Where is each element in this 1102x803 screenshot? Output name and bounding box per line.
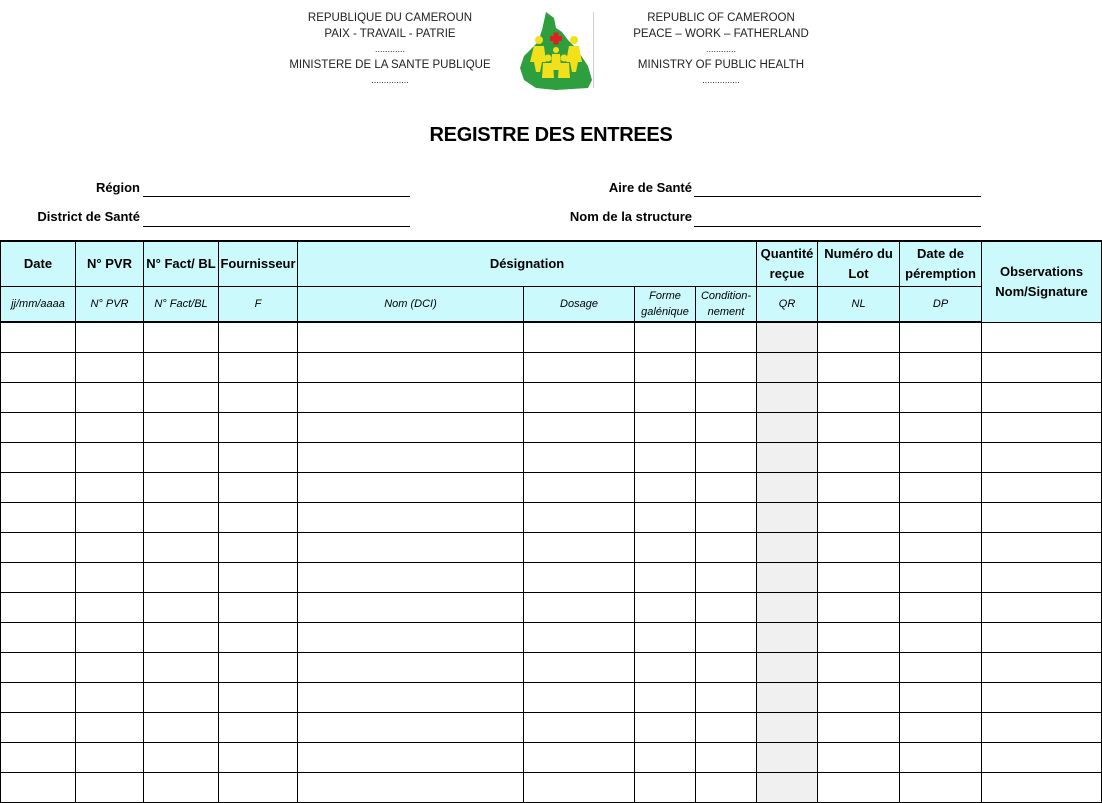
cell-peremption[interactable]: [900, 563, 982, 593]
cell-fournisseur[interactable]: [219, 353, 298, 383]
cell-forme[interactable]: [635, 413, 696, 443]
cell-conditionnement[interactable]: [696, 383, 757, 413]
table-body: [1, 322, 1102, 803]
cell-forme[interactable]: [635, 503, 696, 533]
header-divider: [593, 12, 594, 88]
cell-date[interactable]: [1, 683, 76, 713]
cell-conditionnement[interactable]: [696, 743, 757, 773]
cell-conditionnement[interactable]: [696, 653, 757, 683]
cell-lot[interactable]: [818, 533, 900, 563]
cell-pvr[interactable]: [76, 743, 144, 773]
cell-observations[interactable]: [982, 353, 1102, 383]
cell-peremption[interactable]: [900, 503, 982, 533]
separator-dots: ...............: [371, 75, 409, 85]
cell-date[interactable]: [1, 322, 76, 353]
cell-dosage[interactable]: [524, 413, 635, 443]
cell-peremption[interactable]: [900, 713, 982, 743]
cell-observations[interactable]: [982, 503, 1102, 533]
cell-date[interactable]: [1, 413, 76, 443]
subheader-conditionnement: Condition-nement: [696, 287, 757, 323]
cell-nom[interactable]: [298, 593, 524, 623]
cell-dosage[interactable]: [524, 593, 635, 623]
cell-conditionnement[interactable]: [696, 683, 757, 713]
cell-peremption[interactable]: [900, 653, 982, 683]
header-pvr: N° PVR: [76, 241, 144, 287]
table-row: [1, 353, 1102, 383]
cell-pvr[interactable]: [76, 353, 144, 383]
cell-nom[interactable]: [298, 443, 524, 473]
cell-peremption[interactable]: [900, 413, 982, 443]
cell-date[interactable]: [1, 533, 76, 563]
cell-fact[interactable]: [144, 743, 219, 773]
subheader-lot: NL: [818, 287, 900, 323]
cell-conditionnement[interactable]: [696, 713, 757, 743]
cell-nom[interactable]: [298, 503, 524, 533]
subheader-date: jj/mm/aaaa: [1, 287, 76, 323]
cell-date[interactable]: [1, 743, 76, 773]
header-designation: Désignation: [298, 241, 757, 287]
cell-quantite[interactable]: [757, 322, 818, 353]
cell-forme[interactable]: [635, 383, 696, 413]
cell-peremption[interactable]: [900, 743, 982, 773]
table-row: [1, 443, 1102, 473]
header-left-block: [282, 10, 498, 88]
cell-peremption[interactable]: [900, 623, 982, 653]
table-row: [1, 773, 1102, 803]
cell-forme[interactable]: [635, 563, 696, 593]
cell-observations[interactable]: [982, 773, 1102, 803]
cell-forme[interactable]: [635, 623, 696, 653]
cell-observations[interactable]: [982, 443, 1102, 473]
cell-observations[interactable]: [982, 593, 1102, 623]
cell-pvr[interactable]: [76, 773, 144, 803]
cell-conditionnement[interactable]: [696, 503, 757, 533]
cell-conditionnement[interactable]: [696, 563, 757, 593]
cell-pvr[interactable]: [76, 322, 144, 353]
cell-observations[interactable]: [982, 473, 1102, 503]
cell-lot[interactable]: [818, 563, 900, 593]
ministry-name-en: MINISTRY OF PUBLIC HEALTH: [637, 59, 805, 71]
cell-fournisseur[interactable]: [219, 713, 298, 743]
cell-observations[interactable]: [982, 683, 1102, 713]
cell-lot[interactable]: [818, 713, 900, 743]
cell-date[interactable]: [1, 563, 76, 593]
table-row: [1, 593, 1102, 623]
table-row: [1, 713, 1102, 743]
cell-forme[interactable]: [635, 473, 696, 503]
header-fournisseur: Fournisseur: [219, 241, 298, 287]
cell-nom[interactable]: [298, 743, 524, 773]
cell-quantite[interactable]: [757, 623, 818, 653]
subheader-nom: Nom (DCI): [298, 287, 524, 323]
cell-fact[interactable]: [144, 593, 219, 623]
cell-fact[interactable]: [144, 533, 219, 563]
cell-lot[interactable]: [818, 623, 900, 653]
cell-observations[interactable]: [982, 743, 1102, 773]
cell-quantite[interactable]: [757, 713, 818, 743]
subheader-dosage: Dosage: [524, 287, 635, 323]
subheader-forme: Forme galénique: [635, 287, 696, 323]
cell-fournisseur[interactable]: [219, 413, 298, 443]
cell-fact[interactable]: [144, 413, 219, 443]
cell-fact[interactable]: [144, 713, 219, 743]
cell-pvr[interactable]: [76, 533, 144, 563]
cell-fournisseur[interactable]: [219, 533, 298, 563]
cell-nom[interactable]: [298, 533, 524, 563]
cell-conditionnement[interactable]: [696, 443, 757, 473]
country-name-en: REPUBLIC OF CAMEROON: [647, 12, 795, 24]
cell-pvr[interactable]: [76, 443, 144, 473]
cell-pvr[interactable]: [76, 563, 144, 593]
cell-fact[interactable]: [144, 563, 219, 593]
cell-forme[interactable]: [635, 533, 696, 563]
cell-fournisseur[interactable]: [219, 653, 298, 683]
cell-nom[interactable]: [298, 473, 524, 503]
header-quantite: Quantité reçue: [757, 241, 818, 287]
cell-quantite[interactable]: [757, 413, 818, 443]
cell-peremption[interactable]: [900, 533, 982, 563]
cell-pvr[interactable]: [76, 593, 144, 623]
cell-peremption[interactable]: [900, 383, 982, 413]
cell-pvr[interactable]: [76, 503, 144, 533]
cell-fact[interactable]: [144, 383, 219, 413]
cell-fournisseur[interactable]: [219, 593, 298, 623]
cell-dosage[interactable]: [524, 503, 635, 533]
motto-fr: PAIX - TRAVAIL - PATRIE: [324, 28, 456, 40]
cell-fournisseur[interactable]: [219, 383, 298, 413]
cell-fournisseur[interactable]: [219, 773, 298, 803]
cell-dosage[interactable]: [524, 383, 635, 413]
country-name-fr: REPUBLIQUE DU CAMEROUN: [307, 12, 473, 24]
cell-nom[interactable]: [298, 413, 524, 443]
cell-dosage[interactable]: [524, 533, 635, 563]
table-row: [1, 653, 1102, 683]
cell-observations[interactable]: [982, 533, 1102, 563]
cell-quantite[interactable]: [757, 503, 818, 533]
cell-lot[interactable]: [818, 383, 900, 413]
cell-forme[interactable]: [635, 773, 696, 803]
table-subheader-row: [1, 287, 1102, 323]
table-row: [1, 503, 1102, 533]
cell-date[interactable]: [1, 623, 76, 653]
cell-date[interactable]: [1, 593, 76, 623]
register-table: [0, 240, 1102, 803]
header-observations: Observations Nom/Signature: [982, 241, 1102, 322]
cell-dosage[interactable]: [524, 322, 635, 353]
cell-forme[interactable]: [635, 353, 696, 383]
table-row: [1, 413, 1102, 443]
cell-pvr[interactable]: [76, 413, 144, 443]
cell-fact[interactable]: [144, 322, 219, 353]
cell-lot[interactable]: [818, 413, 900, 443]
cell-fournisseur[interactable]: [219, 743, 298, 773]
cell-quantite[interactable]: [757, 563, 818, 593]
cell-peremption[interactable]: [900, 353, 982, 383]
cell-nom[interactable]: [298, 322, 524, 353]
region-field[interactable]: [143, 196, 410, 197]
cell-forme[interactable]: [635, 683, 696, 713]
structure-label: Nom de la structure: [569, 209, 692, 224]
cell-observations[interactable]: [982, 563, 1102, 593]
cell-conditionnement[interactable]: [696, 773, 757, 803]
cell-lot[interactable]: [818, 593, 900, 623]
cell-nom[interactable]: [298, 713, 524, 743]
structure-field[interactable]: [694, 226, 981, 227]
motto-en: PEACE – WORK – FATHERLAND: [633, 28, 809, 40]
cell-forme[interactable]: [635, 653, 696, 683]
table-row: [1, 533, 1102, 563]
subheader-peremption: DP: [900, 287, 982, 323]
cell-date[interactable]: [1, 353, 76, 383]
cell-pvr[interactable]: [76, 713, 144, 743]
table-row: [1, 383, 1102, 413]
table-row: [1, 623, 1102, 653]
cell-dosage[interactable]: [524, 773, 635, 803]
cell-lot[interactable]: [818, 683, 900, 713]
cell-quantite[interactable]: [757, 473, 818, 503]
cell-dosage[interactable]: [524, 743, 635, 773]
cell-fact[interactable]: [144, 683, 219, 713]
cell-conditionnement[interactable]: [696, 533, 757, 563]
subheader-quantite: QR: [757, 287, 818, 323]
cell-forme[interactable]: [635, 443, 696, 473]
cell-dosage[interactable]: [524, 563, 635, 593]
table-row: [1, 683, 1102, 713]
cell-quantite[interactable]: [757, 533, 818, 563]
table-row: [1, 322, 1102, 353]
cell-peremption[interactable]: [900, 473, 982, 503]
ministry-name-fr: MINISTERE DE LA SANTE PUBLIQUE: [289, 59, 491, 71]
cell-date[interactable]: [1, 713, 76, 743]
cell-date[interactable]: [1, 383, 76, 413]
cell-date[interactable]: [1, 773, 76, 803]
cell-quantite[interactable]: [757, 383, 818, 413]
cell-fournisseur[interactable]: [219, 623, 298, 653]
cell-peremption[interactable]: [900, 683, 982, 713]
cell-quantite[interactable]: [757, 743, 818, 773]
district-field[interactable]: [143, 226, 410, 227]
ministry-logo-icon: [516, 10, 596, 92]
cell-observations[interactable]: [982, 623, 1102, 653]
subheader-fact: N° Fact/BL: [144, 287, 219, 323]
cell-fournisseur[interactable]: [219, 563, 298, 593]
cell-date[interactable]: [1, 443, 76, 473]
cell-peremption[interactable]: [900, 322, 982, 353]
table-header-row: [1, 241, 1102, 287]
cell-dosage[interactable]: [524, 473, 635, 503]
cell-fact[interactable]: [144, 353, 219, 383]
cell-observations[interactable]: [982, 322, 1102, 353]
cell-conditionnement[interactable]: [696, 623, 757, 653]
cell-observations[interactable]: [982, 413, 1102, 443]
cell-pvr[interactable]: [76, 473, 144, 503]
cell-observations[interactable]: [982, 713, 1102, 743]
cell-dosage[interactable]: [524, 623, 635, 653]
cell-fact[interactable]: [144, 623, 219, 653]
subheader-pvr: N° PVR: [76, 287, 144, 323]
cell-fact[interactable]: [144, 653, 219, 683]
cell-quantite[interactable]: [757, 653, 818, 683]
cell-peremption[interactable]: [900, 773, 982, 803]
cell-dosage[interactable]: [524, 683, 635, 713]
header-peremption: Date de péremption: [900, 241, 982, 287]
cell-date[interactable]: [1, 653, 76, 683]
cell-nom[interactable]: [298, 773, 524, 803]
cell-lot[interactable]: [818, 443, 900, 473]
cell-fournisseur[interactable]: [219, 322, 298, 353]
cell-lot[interactable]: [818, 503, 900, 533]
cell-pvr[interactable]: [76, 683, 144, 713]
cell-forme[interactable]: [635, 322, 696, 353]
aire-label: Aire de Santé: [608, 180, 692, 195]
header-lot: Numéro du Lot: [818, 241, 900, 287]
header-right-block: [612, 10, 830, 88]
cell-observations[interactable]: [982, 653, 1102, 683]
cell-nom[interactable]: [298, 563, 524, 593]
cell-fact[interactable]: [144, 503, 219, 533]
cell-observations[interactable]: [982, 383, 1102, 413]
cell-lot[interactable]: [818, 773, 900, 803]
cell-lot[interactable]: [818, 473, 900, 503]
cell-fournisseur[interactable]: [219, 443, 298, 473]
table-row: [1, 473, 1102, 503]
cell-nom[interactable]: [298, 683, 524, 713]
cell-pvr[interactable]: [76, 653, 144, 683]
separator-dots: ............: [374, 44, 405, 54]
cell-conditionnement[interactable]: [696, 593, 757, 623]
cell-quantite[interactable]: [757, 683, 818, 713]
subheader-fournisseur: F: [219, 287, 298, 323]
cell-dosage[interactable]: [524, 353, 635, 383]
district-label: District de Santé: [37, 209, 140, 224]
table-row: [1, 743, 1102, 773]
cell-fournisseur[interactable]: [219, 473, 298, 503]
cell-lot[interactable]: [818, 653, 900, 683]
region-label: Région: [95, 180, 140, 195]
cell-pvr[interactable]: [76, 623, 144, 653]
cell-lot[interactable]: [818, 322, 900, 353]
cell-conditionnement[interactable]: [696, 473, 757, 503]
header-fact: N° Fact/ BL: [144, 241, 219, 287]
aire-field[interactable]: [694, 196, 981, 197]
separator-dots: ...............: [702, 75, 740, 85]
page-title: REGISTRE DES ENTREES: [429, 124, 673, 146]
header-date: Date: [1, 241, 76, 287]
cell-date[interactable]: [1, 503, 76, 533]
cell-lot[interactable]: [818, 353, 900, 383]
cell-fact[interactable]: [144, 443, 219, 473]
cell-dosage[interactable]: [524, 713, 635, 743]
cell-quantite[interactable]: [757, 773, 818, 803]
cell-nom[interactable]: [298, 653, 524, 683]
cell-conditionnement[interactable]: [696, 322, 757, 353]
cell-fournisseur[interactable]: [219, 683, 298, 713]
cell-nom[interactable]: [298, 383, 524, 413]
cell-peremption[interactable]: [900, 443, 982, 473]
cell-pvr[interactable]: [76, 383, 144, 413]
cell-nom[interactable]: [298, 353, 524, 383]
cell-fact[interactable]: [144, 473, 219, 503]
cell-quantite[interactable]: [757, 443, 818, 473]
cell-fact[interactable]: [144, 773, 219, 803]
cell-forme[interactable]: [635, 593, 696, 623]
table-row: [1, 563, 1102, 593]
cell-quantite[interactable]: [757, 353, 818, 383]
cell-forme[interactable]: [635, 743, 696, 773]
cell-fournisseur[interactable]: [219, 503, 298, 533]
cell-dosage[interactable]: [524, 443, 635, 473]
cell-conditionnement[interactable]: [696, 413, 757, 443]
cell-nom[interactable]: [298, 623, 524, 653]
cell-lot[interactable]: [818, 743, 900, 773]
separator-dots: ............: [705, 44, 736, 54]
cell-forme[interactable]: [635, 713, 696, 743]
cell-peremption[interactable]: [900, 593, 982, 623]
cell-date[interactable]: [1, 473, 76, 503]
cell-dosage[interactable]: [524, 653, 635, 683]
cell-conditionnement[interactable]: [696, 353, 757, 383]
cell-quantite[interactable]: [757, 593, 818, 623]
